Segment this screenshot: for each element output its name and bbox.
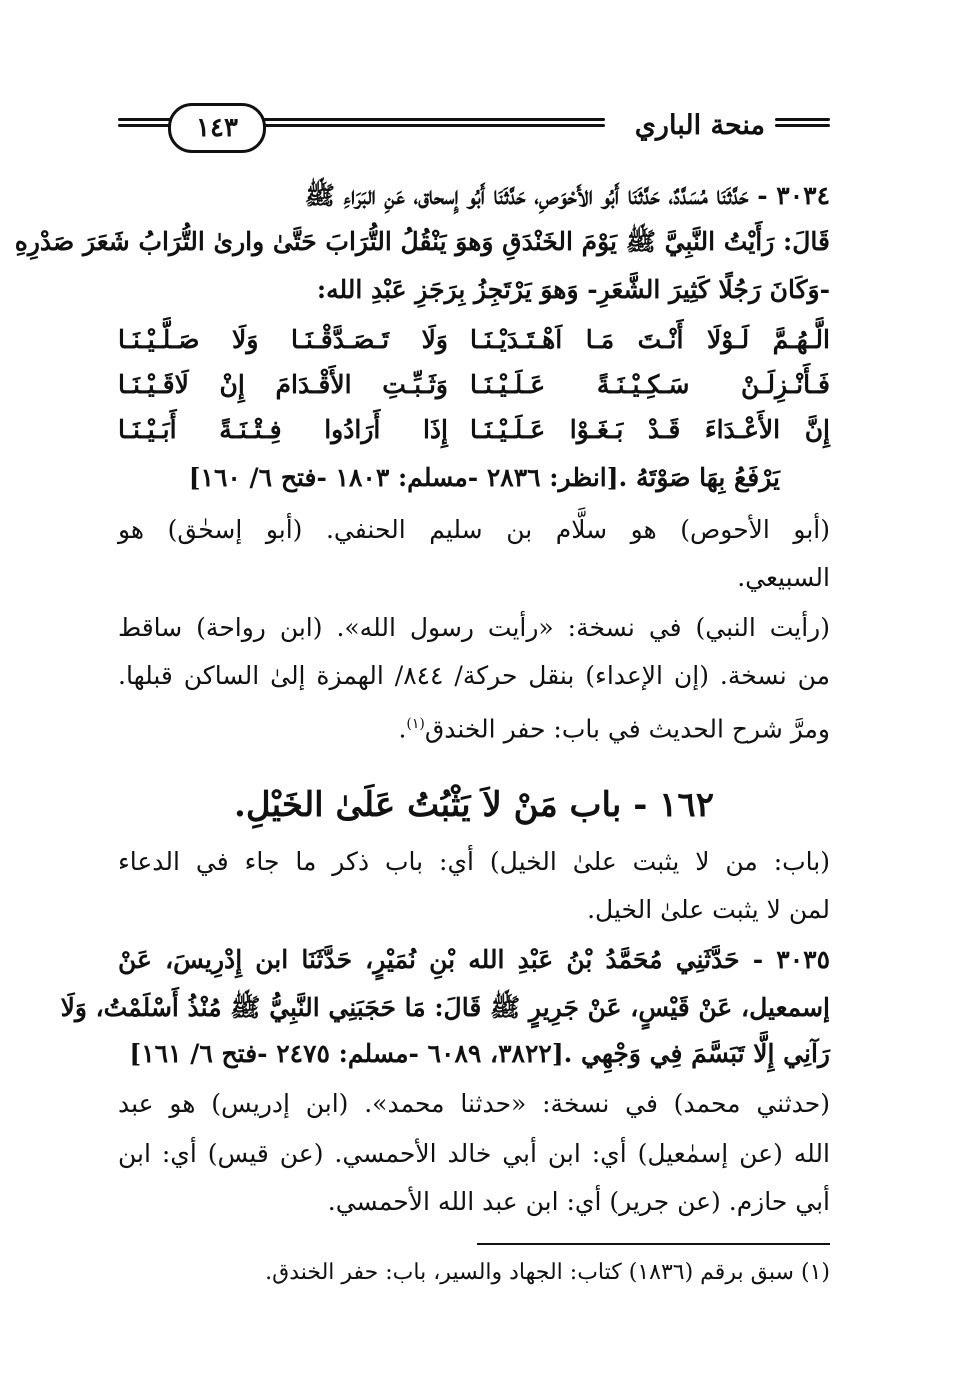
section-intro-line: لمن لا يثبت علىٰ الخيل. [587, 895, 830, 924]
commentary-line: من نسخة. (إن الإعداء) بنقل حركة/ ٨٤٤/ الهمزة إلىٰ الساكن قبلها. [118, 661, 830, 690]
end-mark: . [398, 714, 407, 744]
section-title: ١٦٢ - باب مَنْ لاَ يَثْبُتُ عَلَىٰ الخَيْلِ. [234, 785, 714, 825]
footnote: (١) سبق برقم (١٨٣٦) كتاب: الجهاد والسير، باب: حفر الخندق. [265, 1260, 830, 1285]
section-intro-line: (باب: من لا يثبت علىٰ الخيل) أي: باب ذكر ما جاء في الدعاء [118, 847, 830, 876]
commentary-text: ومرَّ شرح الحديث في باب: حفر الخندق [424, 714, 830, 744]
verse-hemistich-right: فَـأَنْـزِلَـنْ سَـكِـيْـنَـةً عَـلَـيْـنَـا [470, 370, 830, 399]
running-title: منحة الباري [634, 110, 765, 141]
commentary-line [118, 704, 830, 749]
verse-hemistich-left: وَلَا تَـصَـدَّقْـنَـا وَلَا صَـلَّـيْـنَـا [118, 325, 448, 354]
header-rule-right [775, 118, 830, 134]
page-number: ١٤٣ [168, 103, 266, 153]
commentary-line: أبي حازم. (عن جرير) أي: ابن عبد الله الأحمسي. [327, 1187, 830, 1216]
footnote-rule [477, 1243, 830, 1245]
hadith-line: ٣٠٣٥ - حَدَّثَنِي مُحَمَّدُ بْنُ عَبْدِ الله بْنِ نُمَيْرٍ، حَدَّثَنَا ابن إِدْرِيسَ، عَنْ [118, 945, 830, 974]
hadith-line: إسمعيل، عَنْ قَيْسٍ، عَنْ جَرِيرٍ ﷺ قَالَ: مَا حَجَبَنِي النَّبِيُّ ﷺ مُنْذُ أَسْلَمْتُ، وَلَا [60, 993, 830, 1022]
hadith-line: ٣٠٣٤ - حَدَّثَنَا مُسَدَّدٌ، حَدَّثَنَا أَبُو الأَحْوَصِ، حَدَّثَنَا أَبُو إِسحاق، عَنِ البَرَاءِ ﷺ [304, 181, 830, 210]
commentary-line: (أبو الأحوص) هو سلَّام بن سليم الحنفي. (أبو إسحٰق) هو [118, 515, 830, 544]
hadith-closing: يَرْفَعُ بِهَا صَوْتَهُ .[انظر: ٢٨٣٦ -مسلم: ١٨٠٣ -فتح ٦/ ١٦٠] [188, 463, 780, 492]
commentary-line: (حدثني محمد) في نسخة: «حدثنا محمد». (ابن إدريس) هو عبد [118, 1089, 830, 1118]
verse-hemistich-left: وَثَـبِّـتِ الأَقْـدَامَ إِنْ لَاقَـيْـنَـا [118, 370, 448, 399]
header-rule-middle [255, 118, 605, 134]
footnote-ref[interactable]: (١) [406, 716, 425, 732]
commentary-line: (رأيت النبي) في نسخة: «رأيت رسول الله». (ابن رواحة) ساقط [118, 613, 830, 642]
commentary-line: السبيعي. [737, 563, 830, 592]
hadith-line: رَآنِي إِلَّا تَبَسَّمَ فِي وَجْهِي .[٣٨٢٢، ٦٠٨٩ -مسلم: ٢٤٧٥ -فتح ٦/ ١٦١] [129, 1039, 830, 1068]
verse-hemistich-right: الَّـهُـمَّ لَـوْلَا أَنْـتَ مَـا اَهْـتَـدَيْـنَـا [470, 325, 830, 354]
commentary-line: الله (عن إسمٰعيل) أي: ابن أبي خالد الأحمسي. (عن قيس) أي: ابن [118, 1139, 830, 1168]
verse-hemistich-left: إِذَا أَرَادُوا فِـتْـنَـةً أَبَـيْـنَـا [118, 415, 448, 444]
hadith-line: -وَكَانَ رَجُلًا كَثِيرَ الشَّعَرِ- وَهوَ يَرْتَجِزُ بِرَجَزِ عَبْدِ الله: [316, 275, 830, 304]
hadith-line: قَالَ: رَأَيْتُ النَّبِيَّ ﷺ يَوْمَ الخَنْدَقِ وَهوَ يَنْقُلُ التُّرَابَ حَتَّىٰ وارىٰ التُّرَابُ شَعَرَ صَدْرِهِ [14, 227, 830, 256]
verse-hemistich-right: إِنَّ الأَعْـدَاءَ قَـدْ بَـغَـوْا عَـلَـيْـنَـا [470, 415, 830, 444]
